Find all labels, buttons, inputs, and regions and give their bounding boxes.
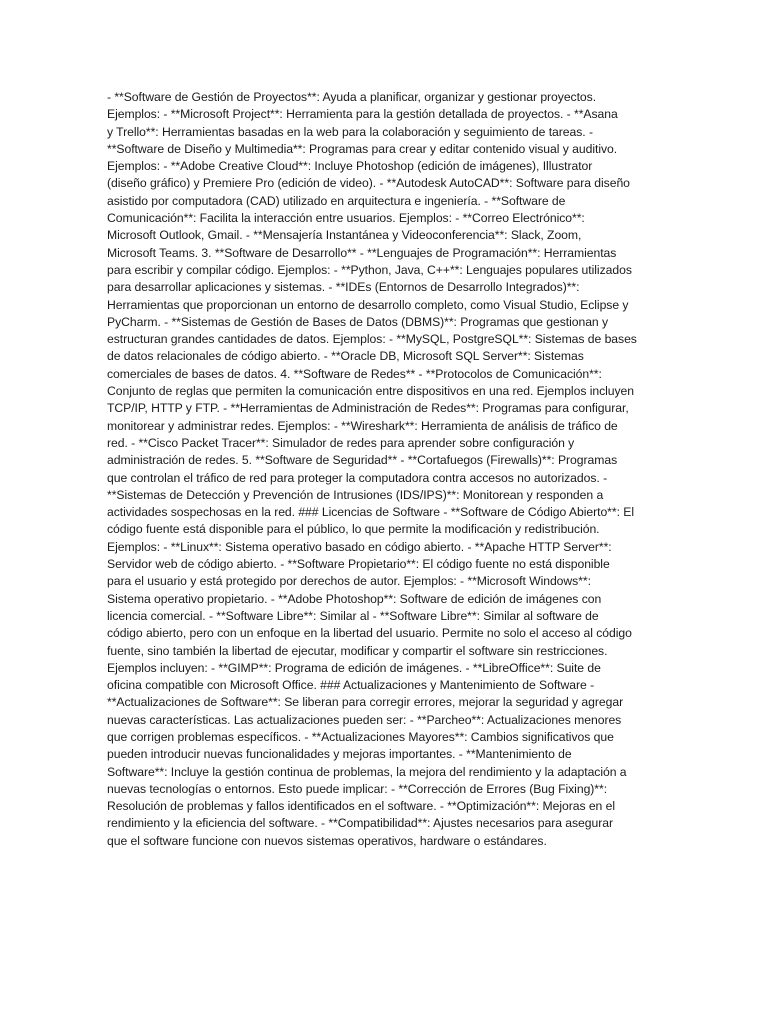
text-line: código abierto, pero con un enfoque en la libertad del usuario. Permite no solo el acceso al código [107, 626, 632, 641]
text-line: Microsoft Teams. 3. **Software de Desarrollo** - **Lenguajes de Programación**: Herramientas [107, 245, 617, 260]
text-line: **Actualizaciones de Software**: Se liberan para corregir errores, mejorar la seguridad y agregar [107, 695, 624, 710]
text-line: fuente, sino también la libertad de ejecutar, modificar y compartir el software sin restricciones. [107, 643, 608, 658]
text-line: y Trello**: Herramientas basadas en la web para la colaboración y seguimiento de tareas. - [107, 124, 593, 139]
text-line: oficina compatible con Microsoft Office. ### Actualizaciones y Mantenimiento de Software - [107, 678, 595, 693]
text-line: Comunicación**: Facilita la interacción entre usuarios. Ejemplos: - **Correo Electrónico**: [107, 211, 585, 226]
text-line: pueden introducir nuevas funcionalidades y mejoras importantes. - **Mantenimiento de [107, 747, 572, 762]
text-line: **Sistemas de Detección y Prevención de Intrusiones (IDS/IPS)**: Monitorean y responden a [107, 487, 604, 502]
text-line: para el usuario y está protegido por derechos de autor. Ejemplos: - **Microsoft Windows**: [107, 574, 591, 589]
text-line: Herramientas que proporcionan un entorno de desarrollo completo, como Visual Studio, Eclipse y [107, 297, 629, 312]
text-line: Ejemplos: - **Microsoft Project**: Herramienta para la gestión detallada de proyectos. - **Asana [107, 107, 618, 122]
text-line: - **Software de Gestión de Proyectos**: Ayuda a planificar, organizar y gestionar proyectos. [107, 90, 597, 104]
text-line: que controlan el tráfico de red para proteger la computadora contra accesos no autorizados. - [107, 470, 608, 485]
text-line: para desarrollar aplicaciones y sistemas. - **IDEs (Entornos de Desarrollo Integrados)**: [107, 280, 580, 295]
text-line: que el software funcione con nuevos sistemas operativos, hardware o estándares. [107, 833, 547, 848]
text-line: nuevas tecnologías o entornos. Esto puede implicar: - **Corrección de Errores (Bug Fixing)**: [107, 781, 608, 796]
text-line: (diseño gráfico) y Premiere Pro (edición de video). - **Autodesk AutoCAD**: Software para diseño [107, 176, 630, 191]
text-line: estructuran grandes cantidades de datos. Ejemplos: - **MySQL, PostgreSQL**: Sistemas de bases [107, 332, 637, 347]
document-body-text [107, 89, 662, 850]
text-line: **Software de Diseño y Multimedia**: Programas para crear y editar contenido visual y auditivo. [107, 141, 618, 156]
text-line: administración de redes. 5. **Software de Seguridad** - **Cortafuegos (Firewalls)**: Programas [107, 453, 618, 468]
text-line: Microsoft Outlook, Gmail. - **Mensajería Instantánea y Videoconferencia**: Slack, Zoom, [107, 228, 582, 243]
text-line: Resolución de problemas y fallos identificados en el software. - **Optimización**: Mejoras en el [107, 799, 616, 814]
text-line: rendimiento y la eficiencia del software. - **Compatibilidad**: Ajustes necesarios para asegurar [107, 816, 613, 831]
text-line: Ejemplos: - **Adobe Creative Cloud**: Incluye Photoshop (edición de imágenes), Illustrator [107, 159, 593, 174]
text-line: Ejemplos incluyen: - **GIMP**: Programa de edición de imágenes. - **LibreOffice**: Suite de [107, 660, 601, 675]
text-line: red. - **Cisco Packet Tracer**: Simulador de redes para aprender sobre configuración y [107, 435, 575, 450]
text-line: Conjunto de reglas que permiten la comunicación entre dispositivos en una red. Ejemplos incluyen [107, 384, 635, 399]
text-line: que corrigen problemas específicos. - **Actualizaciones Mayores**: Cambios significativos que [107, 729, 614, 744]
text-line: comerciales de bases de datos. 4. **Software de Redes** - **Protocolos de Comunicación**: [107, 366, 602, 381]
text-line: Ejemplos: - **Linux**: Sistema operativo basado en código abierto. - **Apache HTTP Server**: [107, 539, 612, 554]
text-line: Software**: Incluye la gestión continua de problemas, la mejora del rendimiento y la adaptación a [107, 764, 627, 779]
text-line: licencia comercial. - **Software Libre**: Similar al - **Software Libre**: Similar al software de [107, 608, 599, 623]
text-line: de datos relacionales de código abierto. - **Oracle DB, Microsoft SQL Server**: Sistemas [107, 349, 584, 364]
text-line: código fuente está disponible para el público, lo que permite la modificación y redistribución. [107, 522, 600, 537]
text-line: TCP/IP, HTTP y FTP. - **Herramientas de Administración de Redes**: Programas para configurar, [107, 401, 629, 416]
text-line: actividades sospechosas en la red. ### Licencias de Software - **Software de Código Abierto**: El [107, 505, 634, 520]
text-line: monitorear y administrar redes. Ejemplos: - **Wireshark**: Herramienta de análisis de tráfico de [107, 418, 618, 433]
text-line: PyCharm. - **Sistemas de Gestión de Bases de Datos (DBMS)**: Programas que gestionan y [107, 314, 609, 329]
text-line: para escribir y compilar código. Ejemplos: - **Python, Java, C++**: Lenguajes populares utilizados [107, 262, 632, 277]
text-line: Servidor web de código abierto. - **Software Propietario**: El código fuente no está disponible [107, 557, 610, 572]
text-line: asistido por computadora (CAD) utilizado en arquitectura e ingeniería. - **Software de [107, 193, 566, 208]
text-line: nuevas características. Las actualizaciones pueden ser: - **Parcheo**: Actualizaciones menores [107, 712, 622, 727]
text-line: Sistema operativo propietario. - **Adobe Photoshop**: Software de edición de imágenes con [107, 591, 602, 606]
